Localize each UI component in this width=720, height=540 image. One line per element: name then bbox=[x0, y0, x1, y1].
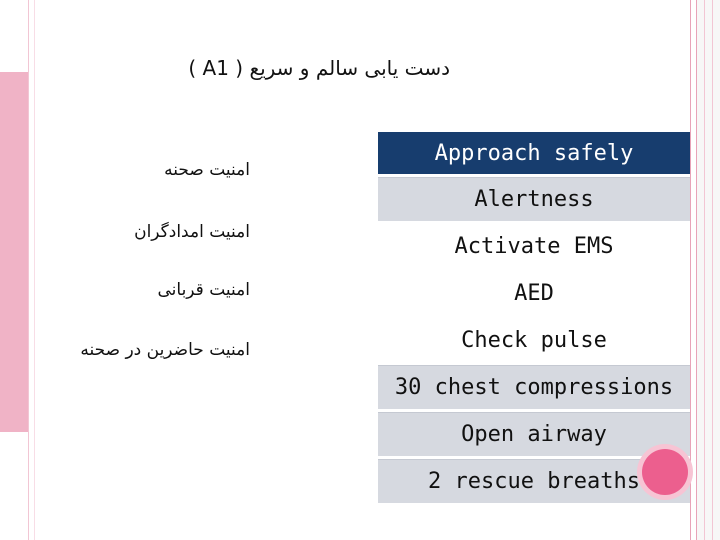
victim-safety-text: امنیت قربانی bbox=[157, 280, 250, 300]
decorative-pink-bar bbox=[0, 72, 28, 432]
step-open-airway: Open airway bbox=[378, 412, 690, 456]
decorative-pink-circle bbox=[642, 449, 688, 495]
cpr-steps-list bbox=[378, 132, 690, 506]
decorative-border-line bbox=[696, 0, 697, 540]
step-aed: AED bbox=[378, 271, 690, 315]
step-activate-ems: Activate EMS bbox=[378, 224, 690, 268]
decorative-right-strip bbox=[696, 0, 720, 540]
decorative-border-line bbox=[712, 0, 713, 540]
bystander-safety-text: امنیت حاضرین در صحنه bbox=[80, 340, 250, 360]
step-rescue-breaths: 2 rescue breaths bbox=[378, 459, 690, 503]
decorative-border-line bbox=[704, 0, 705, 540]
step-approach-safely: Approach safely bbox=[378, 132, 690, 174]
decorative-border-line bbox=[28, 0, 29, 540]
rescuer-safety-text: امنیت امدادگران bbox=[134, 222, 250, 242]
step-alertness: Alertness bbox=[378, 177, 690, 221]
step-check-pulse: Check pulse bbox=[378, 318, 690, 362]
decorative-border-line bbox=[690, 0, 691, 540]
slide-title: دست یابی سالم و سریع ( A1 ) bbox=[188, 56, 450, 80]
decorative-border-line bbox=[34, 0, 35, 540]
scene-safety-text: امنیت صحنه bbox=[164, 160, 250, 180]
step-chest-compressions: 30 chest compressions bbox=[378, 365, 690, 409]
